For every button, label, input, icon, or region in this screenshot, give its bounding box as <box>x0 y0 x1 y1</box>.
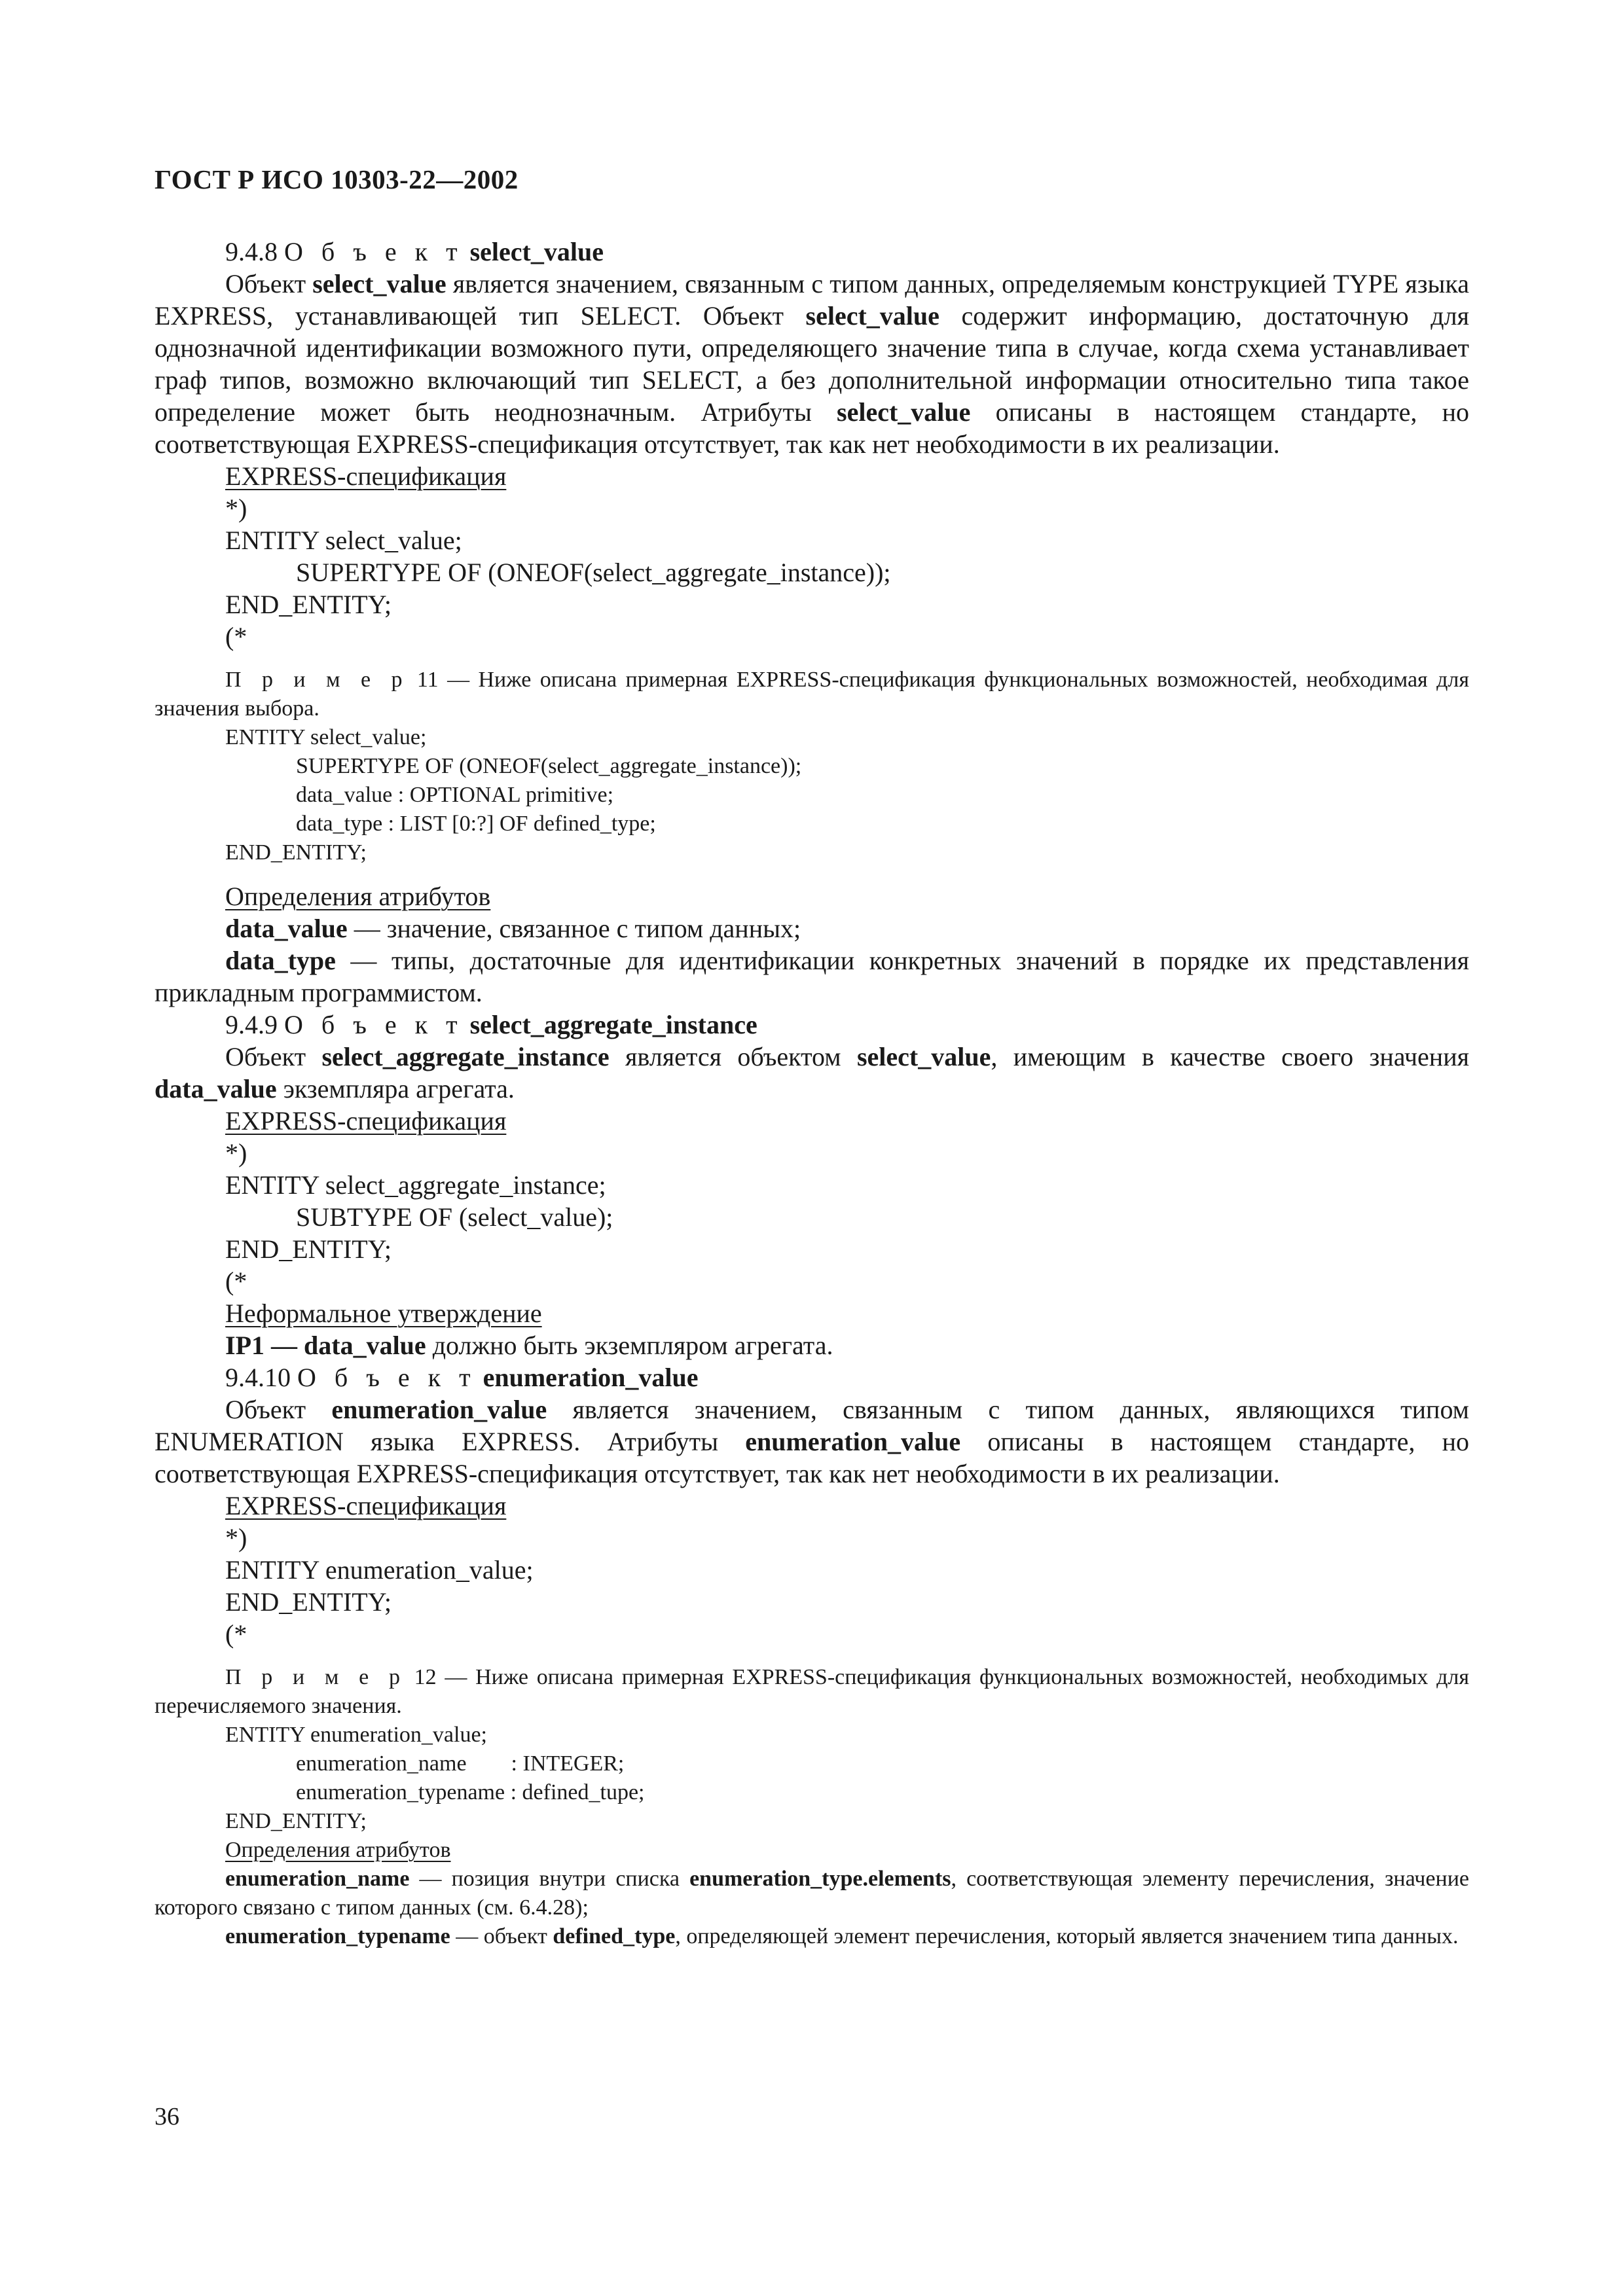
term: enumeration_value <box>745 1427 961 1456</box>
attribute-name: data_type <box>225 946 336 975</box>
text-run: содержит информацию, достаточную для однозначной идентификации возможного пути, определяющего значение типа в случае, когда схема устанавливает граф типов, возможно включающий тип SELECT, а без дополнительной информации относительно типа такое определение может быть неоднозначным. Атрибуты <box>155 301 1469 427</box>
example-text: 12 — Ниже описана примерная EXPRESS-спецификация функциональных возможностей, необходимых для перечисляемого значения. <box>155 1665 1469 1718</box>
code-line: SUPERTYPE OF (ONEOF(select_aggregate_instance)); <box>296 558 891 587</box>
proposition-text: должно быть экземпляром агрегата. <box>426 1331 833 1360</box>
attribute-text: — типы, достаточные для идентификации конкретных значений в порядке их представления прикладным программистом. <box>155 946 1469 1007</box>
text-run: экземпляра агрегата. <box>276 1074 515 1103</box>
term: enumeration_type.elements <box>689 1867 951 1891</box>
attribute-name: data_value <box>225 914 348 943</box>
example-code-line: data_value : OPTIONAL primitive; <box>296 783 614 807</box>
code-line: END_ENTITY; <box>225 1587 392 1617</box>
section-number: 9.4.9 <box>225 1010 278 1039</box>
text-run: Объект <box>225 1395 332 1424</box>
code-line: *) <box>225 1138 247 1168</box>
term: enumeration_value <box>331 1395 547 1424</box>
attribute-text: , определяющей элемент перечисления, который является значением типа данных. <box>675 1924 1459 1948</box>
section-paragraph <box>155 268 1469 460</box>
term: select_aggregate_instance <box>321 1042 610 1071</box>
informal-proposition <box>155 1329 1469 1361</box>
underlined-title: Определения атрибутов <box>225 882 491 911</box>
express-spec-title <box>155 1490 1469 1522</box>
code-line: ENTITY select_value; <box>225 526 462 555</box>
express-spec-title <box>155 460 1469 492</box>
section-label: О б ъ е к т <box>297 1363 477 1392</box>
attribute-name: enumeration_name <box>225 1867 410 1891</box>
attribute-name: enumeration_typename <box>225 1924 450 1948</box>
example-label: П р и м е р <box>225 668 409 692</box>
section-heading-9-4-9 <box>155 1009 1469 1041</box>
term: select_value <box>856 1042 991 1071</box>
code-line: *) <box>225 1523 247 1552</box>
code-line: (* <box>225 1619 247 1649</box>
term: data_value <box>155 1074 277 1103</box>
attribute-text: , соответствующая элементу перечисления, значение которого связано с типом данных (см. 6.4.28); <box>155 1867 1469 1920</box>
section-entity-name: enumeration_value <box>483 1363 699 1392</box>
code-line: (* <box>225 622 247 651</box>
section-entity-name: select_aggregate_instance <box>469 1010 757 1039</box>
attribute-definition <box>155 1922 1469 1951</box>
page-content <box>155 236 1469 1951</box>
attribute-definition <box>155 944 1469 1009</box>
underlined-title: Неформальное утверждение <box>225 1299 542 1328</box>
code-line: ENTITY enumeration_value; <box>225 1555 534 1585</box>
text-run: Объект <box>225 269 313 298</box>
term: select_value <box>312 269 447 298</box>
example-code-line: END_ENTITY; <box>225 840 367 865</box>
text-run: описаны в настоящем стандарте, но соответствующая EXPRESS-спецификация отсутствует, так как нет необходимости в их реализации. <box>155 397 1469 459</box>
example-code-line: END_ENTITY; <box>225 1809 367 1833</box>
underlined-title: EXPRESS-спецификация <box>225 1106 507 1136</box>
attributes-title <box>155 880 1469 912</box>
term: select_value <box>805 301 939 331</box>
proposition-label: IP1 — data_value <box>225 1331 426 1360</box>
example-code-line: ENTITY select_value; <box>225 725 427 749</box>
section-label: О б ъ е к т <box>284 1010 464 1039</box>
attribute-text: — позиция внутри списка <box>409 1867 690 1891</box>
text-run: Объект <box>225 1042 322 1071</box>
example-code-line: enumeration_typename : defined_tupe; <box>296 1780 645 1804</box>
section-label: О б ъ е к т <box>284 237 464 266</box>
example-code-line: data_type : LIST [0:?] OF defined_type; <box>296 812 656 836</box>
section-paragraph <box>155 1393 1469 1490</box>
attribute-definition <box>155 912 1469 944</box>
attribute-text: — значение, связанное с типом данных; <box>347 914 801 943</box>
text-run: является объектом <box>609 1042 857 1071</box>
text-run: является значением, связанным с типом данных, являющихся типом ENUMERATION языка EXPRESS. Атрибуты <box>155 1395 1469 1456</box>
express-spec-title <box>155 1105 1469 1137</box>
code-line: ENTITY select_aggregate_instance; <box>225 1170 606 1200</box>
underlined-title: Определения атрибутов <box>225 1838 451 1862</box>
example-code-line: SUPERTYPE OF (ONEOF(select_aggregate_instance)); <box>296 754 802 778</box>
example-text: 11 — Ниже описана примерная EXPRESS-спецификация функциональных возможностей, необходимая для значения выбора. <box>155 668 1469 721</box>
example-note <box>155 666 1469 723</box>
section-paragraph <box>155 1041 1469 1105</box>
section-number: 9.4.10 <box>225 1363 291 1392</box>
text-run: является значением, связанным с типом данных, определяемым конструкцией TYPE языка EXPRESS, устанавливающей тип SELECT. Объект <box>155 269 1469 331</box>
attribute-text: — объект <box>450 1924 553 1948</box>
page-number: 36 <box>155 2103 179 2130</box>
text-run: описаны в настоящем стандарте, но соответствующая EXPRESS-спецификация отсутствует, так как нет необходимости в их реализации. <box>155 1427 1470 1488</box>
term: defined_type <box>553 1924 676 1948</box>
attributes-title <box>155 1836 1469 1865</box>
example-label: П р и м е р <box>225 1665 406 1689</box>
example-code-line: ENTITY enumeration_value; <box>225 1723 487 1747</box>
code-line: (* <box>225 1266 247 1296</box>
informal-proposition-title <box>155 1297 1469 1329</box>
code-line: *) <box>225 493 247 523</box>
text-run: , имеющим в качестве своего значения <box>991 1042 1469 1071</box>
underlined-title: EXPRESS-спецификация <box>225 1491 507 1520</box>
section-heading-9-4-8 <box>155 236 1469 268</box>
section-entity-name: select_value <box>469 237 604 266</box>
code-line: SUBTYPE OF (select_value); <box>296 1202 613 1232</box>
example-code-line: enumeration_name : INTEGER; <box>296 1751 625 1776</box>
underlined-title: EXPRESS-спецификация <box>225 461 507 491</box>
code-line: END_ENTITY; <box>225 590 392 619</box>
example-note <box>155 1663 1469 1721</box>
document-header: ГОСТ Р ИСО 10303-22—2002 <box>155 164 519 194</box>
section-heading-9-4-10 <box>155 1361 1469 1393</box>
code-line: END_ENTITY; <box>225 1234 392 1264</box>
attribute-definition <box>155 1865 1469 1922</box>
section-number: 9.4.8 <box>225 237 278 266</box>
term: select_value <box>837 397 971 427</box>
